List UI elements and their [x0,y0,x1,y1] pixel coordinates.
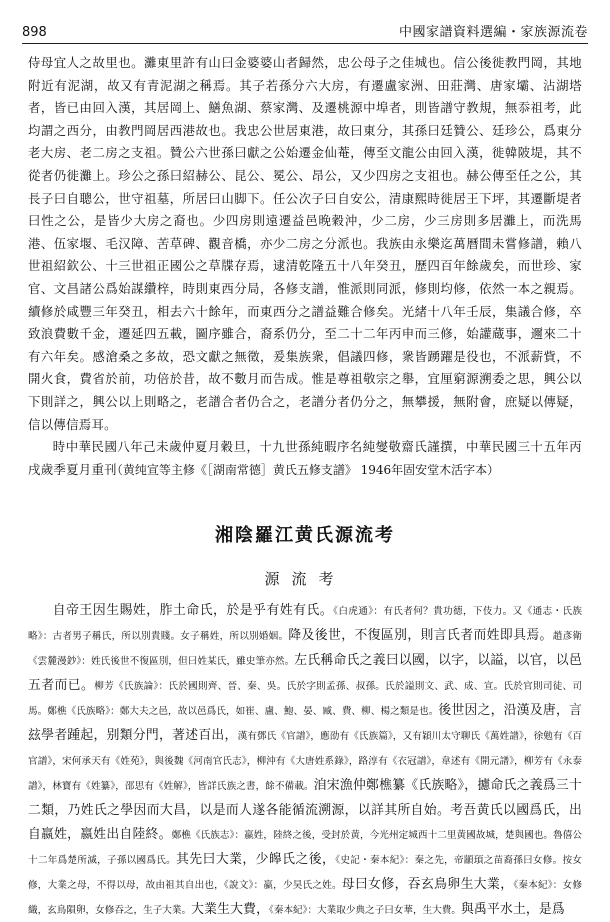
main-text: 降及後世，不復區別，則言氏者而姓即具焉。 [288,628,553,643]
main-text: 左氏稱命氏之義曰以國，以字，以謚，以官，以邑五者而已。 [28,653,582,693]
main-text: 母曰女修，吞玄鳥卵生大業， [341,877,514,892]
source-citation: （黄纯宣等主修《［湖南常德］黄氏五修支譜》 1946年固安堂木活字本） [110,463,500,477]
preface-text [28,52,582,481]
running-header [22,18,588,44]
annotation: 《史記・秦本紀》：秦之先，帝顓頊之苗裔孫曰女修。按女修，大業之母，不得以母，故由祖其自出也，《說文》：嬴，少昊氏之姓。 [28,855,582,891]
main-text: 後世因之，沿漢及唐，言玆學者踵起，别類分門，著述百出， [28,703,582,743]
annotation: 柳芳《氏族論》：氏於國則齊、晉、秦、吳。氏於字則孟孫、叔孫。氏於謚則文、武、成、宣。氏於官則司徒、司馬。鄭樵《氏族略》：鄭大夫之邑，故以邑爲氏，如崔、盧、鮑、晏、臧、費、柳、楊之類是也。 [28,681,582,717]
annotation: 趙彥衛《雲麓漫鈔》：姓氏後世不復區別，但曰姓某氏，雖史筆亦然。 [28,631,583,667]
book-title: 中國家譜資料選編・家族源流卷 [398,25,588,40]
main-text: 其先曰大業，少皞氏之後， [176,852,336,867]
annotation: 漢有鄧氏《官譜》，應劭有《氏族篇》，又有穎川太守聊氏《萬姓譜》，徐勉有《百官譜》，宋何承天有《姓苑》，與後魏《河南官氏志》，柳沖有《大唐姓系錄》，路淳有《衣冠譜》，韋述有《開元譜》，柳芳有《永泰譜》，林寶有《姓纂》，邵思有《姓解》，皆詳氏族之書，餘不備載。 [28,731,582,792]
origin-text [28,598,582,922]
main-text: 大業生大費， [191,902,270,917]
page-number: 898 [22,25,47,40]
article-subtitle: 源流考 [264,570,346,588]
annotation: 《秦本紀》：女修織，玄鳥隕卵，女修吞之，生子大業。 [28,880,582,916]
annotation: 《秦本紀》：大業取少典之子曰女華，生大費。 [269,905,461,916]
article-title: 湘陰羅江黄氏源流考 [215,525,395,546]
preface-signature: 時中華民國八年己未歲仲夏月穀旦，十九世孫純暇序名純燮敬齋氏謹撰，中華民國三十五年丙戌歲季夏月重刊 [28,439,582,477]
annotation: 鄭樵《氏族志》：嬴姓，陸終之後，受封於黄，今光州定城西十二里黄國故城，楚與國也。魯僖公十二年爲楚所滅，子孫以國爲氏。 [28,830,582,866]
annotation: 《白虎通》：有氏者何？貴功德，下伎力。又《通志・氏族略》：古者男子稱氏，所以別貴賤。女子稱姓，所以別婚姻。 [28,606,582,642]
main-text: 與禹平水土，是爲 [460,902,565,917]
main-text: 自帝王因生賜姓，胙土命氏，於是乎有姓有氏。 [52,603,334,618]
preface-paragraph: 侍母宜人之故里也。灘東里許有山曰金婆婆山者歸然，忠公母子之佳城也。信公後徙教門岡，其地附近有泥湖，故又有青泥湖之稱焉。其子若孫分六大房，有遷盧家洲、田莊灣、唐家壩、沾湖塔者，皆已由回入漢，其居岡上、鱔魚湖、蔡家灣、及遷桃源中埠者，則皆譜守教規，無忝祖考，此均謂之西分，由教門岡居西港故也。我忠公世居東港，故曰東分，其孫曰廷贊公、廷珍公，爲東分老大房、老二房之支祖。贊公六世孫曰獻之公始遷金仙菴，傳至文龍公由回入漢，徙韓陂堤，其不從者仍徙灘上。珍公之孫曰紹赫公、昆公、冕公、昂公，又少四房之支祖也。赫公傳至任之公，其長子曰自聰公，世守祖墓，所居曰山脚下。任公次子曰自安公，清康熙時徙居王下坪，其遷斷堤者曰性之公，是皆少大房之裔也。少四房則遠遷益邑晚穀沖，少二房，少三房則多居灘上，而洗馬港、伍家堰、毛汉障、苦草碑、觀音橋，亦少二房之分派也。我族由永樂迄萬曆間未嘗修譜，賴八世祖紹欽公、十三世祖正國公之草牒存焉，逮清乾隆五十八年癸丑，歷四百年餘歲矣，而世珍、家官、文昌諸公爲始謀纘梓，時則東西分局，各修支譜，惟派則同派，修則均修，依然一本之親焉。續修於咸豐三年癸丑，相去六十餘年，而東西分之譜益難合修矣。光緒十八年壬辰，集議合修，卒致浪費數千金，遷延四五載，圖序雖合，裔系仍分，至二十二年丙申而三修，始讙蔵事，邇來二十有六年矣。感滄桑之多故，恐文獻之無徵，爰集族衆，倡議四修，衆皆踴躍是役也，不派薪貲，不開火食，費省於前，功倍於昔，故不數月而告成。惟是尊祖敬宗之舉，宜厘窮源溯委之思，興公以下則詳之，興公以上則略之，老譜合者仍合之，老譜分者仍分之，無攀援，無附會，庶疑以傳疑，信以傳信焉耳。 [28,55,582,432]
main-text: 洎宋漁仲鄭樵纂《氏族略》，攄命氏之義爲三十二類，乃姓氏之學因而大昌，以是而人遂各能循流溯源，以詳其所自始。考吾黄氏以國爲氏，出自嬴姓，嬴姓出自陸終。 [28,778,582,842]
